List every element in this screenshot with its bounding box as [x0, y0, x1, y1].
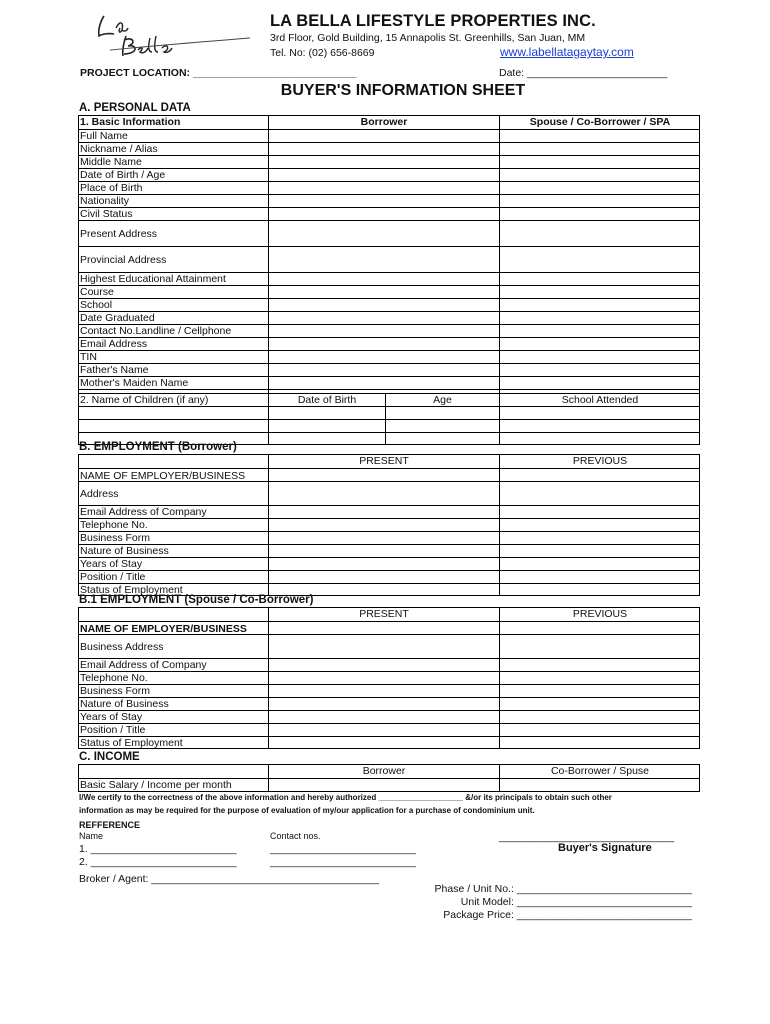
reference-heading: REFFERENCE — [79, 820, 141, 830]
reference-1-name-field[interactable]: 1. _________________________ — [79, 843, 237, 855]
col-borrower: Borrower — [360, 116, 408, 128]
table-row[interactable]: Status of Employment — [79, 736, 699, 748]
col-present: PRESENT — [359, 608, 409, 620]
table-row[interactable]: Position / Title — [79, 723, 699, 736]
table-row[interactable]: Nickname / Alias — [79, 142, 699, 155]
certification-line-1: I/We certify to the correctness of the above information and hereby authorized ___________________ &/or its principals to obtain such other — [79, 793, 612, 802]
table-row[interactable]: Highest Educational Attainment — [79, 272, 699, 285]
table-row[interactable]: Email Address of Company — [79, 505, 699, 518]
unit-model-field[interactable]: Unit Model: ______________________________ — [460, 896, 692, 908]
col-basic-info: 1. Basic Information — [80, 116, 181, 128]
table-row[interactable]: Years of Stay — [79, 710, 699, 723]
page-title: BUYER'S INFORMATION SHEET — [280, 82, 526, 99]
table-row[interactable]: Nature of Business — [79, 544, 699, 557]
table-row[interactable]: Date of Birth / Age — [79, 168, 699, 181]
employment-table — [78, 454, 700, 596]
children-dob-header: Date of Birth — [297, 394, 357, 406]
broker-agent-field[interactable]: Broker / Agent: _______________________________________ — [79, 873, 380, 885]
table-row[interactable]: Nature of Business — [79, 697, 699, 710]
section-personal-data: A. PERSONAL DATA — [79, 102, 191, 114]
table-row[interactable]: TIN — [79, 350, 699, 363]
table-row[interactable]: Basic Salary / Income per month — [79, 778, 699, 791]
children-age-header: Age — [433, 394, 452, 406]
table-row[interactable]: Telephone No. — [79, 518, 699, 531]
reference-2-name-field[interactable]: 2. _________________________ — [79, 856, 237, 868]
table-row[interactable]: Status of Employment — [79, 583, 699, 595]
table-row[interactable]: Middle Name — [79, 155, 699, 168]
table-row[interactable]: Present Address — [79, 220, 699, 246]
table-row[interactable] — [79, 419, 699, 432]
income-table — [78, 764, 700, 792]
table-row[interactable]: Father's Name — [79, 363, 699, 376]
project-location-field[interactable]: PROJECT LOCATION: ____________________________ — [80, 67, 357, 79]
company-tel: Tel. No: (02) 656-8669 — [270, 47, 375, 59]
children-header-row — [79, 393, 699, 406]
table-header-row — [79, 765, 699, 778]
table-row[interactable]: NAME OF EMPLOYER/BUSINESS — [79, 468, 699, 481]
personal-data-table — [78, 115, 700, 445]
table-row[interactable]: NAME OF EMPLOYER/BUSINESS — [79, 621, 699, 634]
signature-line[interactable]: ______________________________ — [499, 831, 675, 843]
table-row[interactable]: Provincial Address — [79, 246, 699, 272]
table-row[interactable]: Position / Title — [79, 570, 699, 583]
phase-unit-field[interactable]: Phase / Unit No.: ______________________________ — [434, 883, 692, 895]
table-row[interactable]: Business Address — [79, 634, 699, 658]
table-row[interactable]: Email Address — [79, 337, 699, 350]
date-field[interactable]: Date: ________________________ — [499, 67, 668, 79]
company-logo — [90, 12, 255, 60]
buyer-signature-label: Buyer's Signature — [558, 842, 652, 854]
certification-line-2: information as may be required for the purpose of evaluation of my/our application for a purchase of condominium unit. — [79, 806, 535, 815]
table-row[interactable]: Email Address of Company — [79, 658, 699, 671]
table-row[interactable]: Civil Status — [79, 207, 699, 220]
col-previous: PREVIOUS — [572, 455, 628, 467]
package-price-field[interactable]: Package Price: ______________________________ — [443, 909, 692, 921]
reference-contact-label: Contact nos. — [270, 831, 321, 841]
company-name: LA BELLA LIFESTYLE PROPERTIES INC. — [270, 12, 596, 30]
section-employment-spouse: B.1 EMPLOYMENT (Spouse / Co-Borrower) — [79, 594, 314, 606]
table-row[interactable]: Business Form — [79, 684, 699, 697]
col-present: PRESENT — [359, 455, 409, 467]
table-row[interactable]: Full Name — [79, 129, 699, 142]
reference-1-contact-field[interactable]: _________________________ — [270, 843, 416, 855]
table-row[interactable]: Nationality — [79, 194, 699, 207]
reference-2-contact-field[interactable]: _________________________ — [270, 856, 416, 868]
reference-name-label: Name — [79, 831, 104, 841]
table-row[interactable]: Years of Stay — [79, 557, 699, 570]
children-label: 2. Name of Children (if any) — [80, 394, 209, 406]
col-coborrower: Co-Borrower / Spuse — [550, 765, 650, 777]
col-previous: PREVIOUS — [572, 608, 628, 620]
col-borrower: Borrower — [362, 765, 406, 777]
section-employment: B. EMPLOYMENT (Borrower) — [79, 441, 237, 453]
table-row[interactable]: Course — [79, 285, 699, 298]
table-header-row — [79, 116, 699, 129]
company-address: 3rd Floor, Gold Building, 15 Annapolis St. Greenhills, San Juan, MM — [270, 32, 586, 44]
table-row[interactable]: Contact No.Landline / Cellphone — [79, 324, 699, 337]
section-income: C. INCOME — [79, 751, 140, 763]
company-website-link[interactable]: www.labellatagaytay.com — [500, 45, 634, 59]
col-spouse: Spouse / Co-Borrower / SPA — [529, 116, 671, 128]
table-row[interactable]: Address — [79, 481, 699, 505]
table-row[interactable]: School — [79, 298, 699, 311]
table-header-row — [79, 608, 699, 621]
employment-spouse-table — [78, 607, 700, 749]
children-school-header: School Attended — [561, 394, 639, 406]
table-row[interactable] — [79, 406, 699, 419]
table-row[interactable]: Telephone No. — [79, 671, 699, 684]
table-row[interactable]: Business Form — [79, 531, 699, 544]
table-row[interactable]: Place of Birth — [79, 181, 699, 194]
table-row[interactable]: Mother's Maiden Name — [79, 376, 699, 389]
table-header-row — [79, 455, 699, 468]
table-row[interactable]: Date Graduated — [79, 311, 699, 324]
